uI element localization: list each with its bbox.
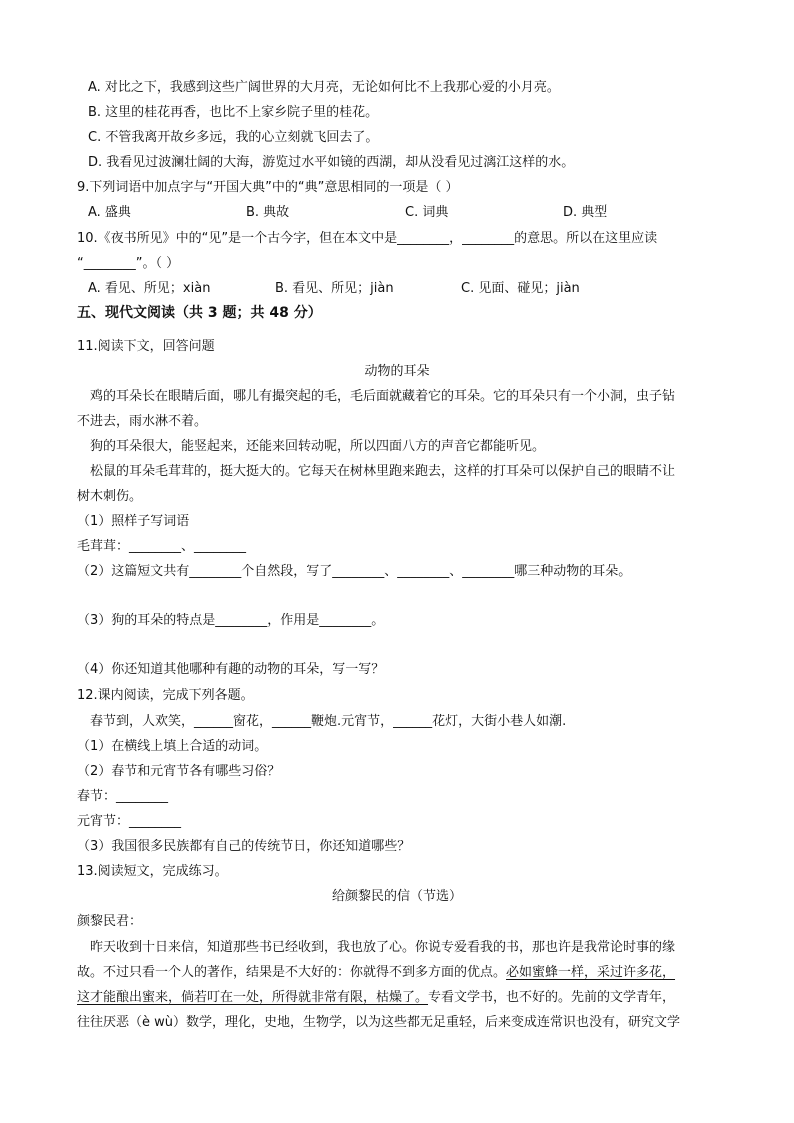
q10-stem-line2: “________”。（ ） xyxy=(77,256,180,271)
q11-stem: 11.阅读下文，回答问题 xyxy=(77,339,215,354)
q10-option-b: B. 看见、所见；jiàn xyxy=(275,281,394,296)
q11-paragraph-3-line-2: 树木刺伤。 xyxy=(77,489,143,504)
q13-line-2 xyxy=(77,964,675,982)
q11-sub-question-4: （4）你还知道其他哪种有趣的动物的耳朵，写一写？ xyxy=(77,662,385,677)
q9-option-c: C. 词典 xyxy=(405,205,449,220)
q12-answer-spring-festival: 春节：________ xyxy=(77,789,169,804)
q9-stem: 9.下列词语中加点字与“开国大典”中的“典”意思相同的一项是（ ） xyxy=(77,180,459,195)
q13-line-1: 昨天收到十日来信，知道那些书已经收到，我也放了心。你说专爱看我的书，那也许是我常论时事的缘 xyxy=(90,940,676,955)
q13-line-4: 往往厌恶（è wù）数学，理化，史地，生物学，以为这些都无足重轻，后来变成连常识也没有，研究文学 xyxy=(77,1015,681,1030)
q8-option-d: D. 我看见过波澜壮阔的大海，游览过水平如镜的西湖，却从没看见过漓江这样的水。 xyxy=(88,155,575,170)
q13-line-2-text: 故。不过只看一个人的著作，结果是不大好的：你就得不到多方面的优点。 xyxy=(77,965,507,980)
q13-stem: 13.阅读短文，完成练习。 xyxy=(77,864,228,879)
q13-underlined-sentence-part-1: 必如蜜蜂一样，采过许多花， xyxy=(506,965,676,980)
q12-sub-question-1: （1）在横线上填上合适的动词。 xyxy=(77,739,268,754)
q10-option-c: C. 见面、碰见；jiàn xyxy=(461,281,580,296)
q11-paragraph-3-line-1: 松鼠的耳朵毛茸茸的，挺大挺大的。它每天在树林里跑来跑去，这样的打耳朵可以保护自己的眼睛不让 xyxy=(90,464,676,479)
q10-stem-line1: 10.《夜书所见》中的“见”是一个古今字，但在本文中是________，________的意思。所以在这里应读 xyxy=(77,231,658,246)
q12-sub-question-2: （2）春节和元宵节各有哪些习俗？ xyxy=(77,764,281,779)
q12-answer-lantern-festival: 元宵节：________ xyxy=(77,814,182,829)
q11-sub-question-1: （1）照样子写词语 xyxy=(77,514,190,529)
q12-passage: 春节到，人欢笑，______窗花，______鞭炮.元宵节，______花灯，大街小巷人如潮. xyxy=(90,714,567,729)
q13-underlined-sentence-part-2: 这才能酿出蜜来，倘若叮在一处，所得就非常有限，枯燥了。 xyxy=(77,990,429,1005)
q8-option-c: C. 不管我离开故乡多远，我的心立刻就飞回去了。 xyxy=(88,130,379,145)
q11-paragraph-1-line-2: 不进去，雨水淋不着。 xyxy=(77,414,208,429)
q13-passage-title: 给颜黎民的信（节选） xyxy=(331,889,462,904)
q11-sub-question-3: （3）狗的耳朵的特点是________，作用是________。 xyxy=(77,613,385,628)
q13-salutation: 颜黎民君： xyxy=(77,914,143,929)
q11-paragraph-1-line-1: 鸡的耳朵长在眼睛后面，哪儿有撮突起的毛，毛后面就藏着它的耳朵。它的耳朵只有一个小洞，虫子钻 xyxy=(90,389,676,404)
q9-option-d: D. 典型 xyxy=(563,205,608,220)
q12-sub-question-3: （3）我国很多民族都有自己的传统节日，你还知道哪些？ xyxy=(77,839,411,854)
q13-line-3-text: 专看文学书，也不好的。先前的文学青年， xyxy=(428,990,676,1005)
q11-sub-question-1-answer: 毛茸茸：________、________ xyxy=(77,539,247,554)
q13-line-3 xyxy=(77,989,675,1007)
q8-option-b: B. 这里的桂花再香，也比不上家乡院子里的桂花。 xyxy=(88,105,379,120)
q9-option-b: B. 典故 xyxy=(246,205,290,220)
q11-paragraph-2: 狗的耳朵很大，能竖起来，还能来回转动呢，所以四面八方的声音它都能听见。 xyxy=(90,439,546,454)
q10-option-a: A. 看见、所见；xiàn xyxy=(88,281,211,296)
q12-stem: 12.课内阅读，完成下列各题。 xyxy=(77,688,254,703)
q9-option-a: A. 盛典 xyxy=(88,205,131,220)
q11-passage-title: 动物的耳朵 xyxy=(364,364,430,379)
q11-sub-question-2: （2）这篇短文共有________个自然段，写了________、________、________哪三种动物的耳朵。 xyxy=(77,564,632,579)
section-heading: 五、现代文阅读（共 3 题；共 48 分） xyxy=(77,305,322,321)
q8-option-a: A. 对比之下，我感到这些广阔世界的大月亮，无论如何比不上我那心爱的小月亮。 xyxy=(88,80,560,95)
